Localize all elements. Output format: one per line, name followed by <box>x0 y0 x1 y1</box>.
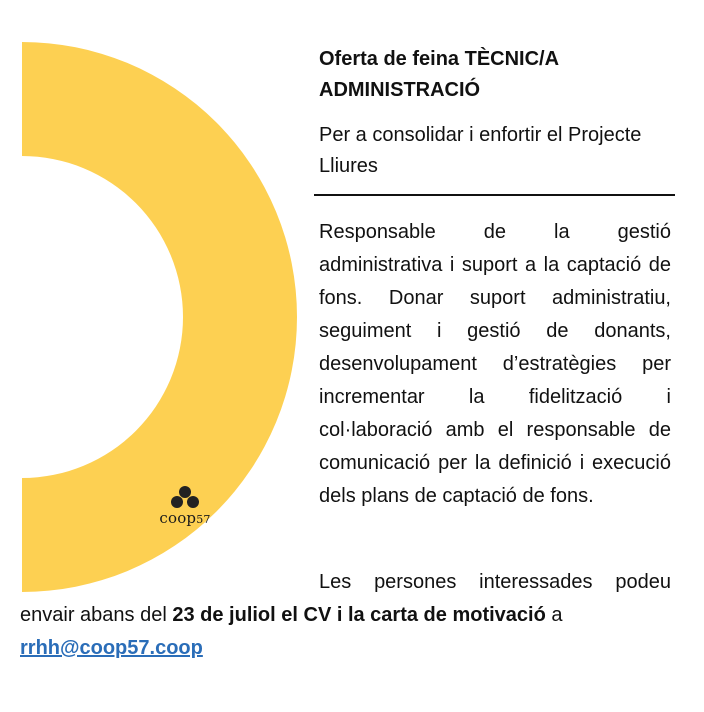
logo-wordmark: coop57 <box>159 509 211 527</box>
footer-connector: a <box>551 604 563 626</box>
divider <box>314 194 675 196</box>
coop57-logo <box>152 486 218 527</box>
footer-intro: Les persones interessades podeu envair abans del <box>20 571 671 626</box>
logo-dots-icon <box>165 486 205 512</box>
application-instructions <box>20 566 671 665</box>
deadline-text: 23 de juliol el CV i la carta de motivació <box>172 604 546 626</box>
offer-header <box>319 44 671 182</box>
email-link[interactable]: rrhh@coop57.coop <box>20 637 203 659</box>
offer-title: Oferta de feina TÈCNIC/A ADMINISTRACIÓ <box>319 48 559 101</box>
offer-subtitle: Per a consolidar i enfortir el Projecte Lliures <box>319 124 642 177</box>
job-description: Responsable de la gestió administrativa i suport a la captació de fons. Donar suport administratiu, seguiment i gestió de donants, desenvolupament d’estratègies per incrementar la fidelització i col·laboració amb el responsable de comunicació per la definició i execució dels plans de captació de fons. <box>319 221 671 507</box>
